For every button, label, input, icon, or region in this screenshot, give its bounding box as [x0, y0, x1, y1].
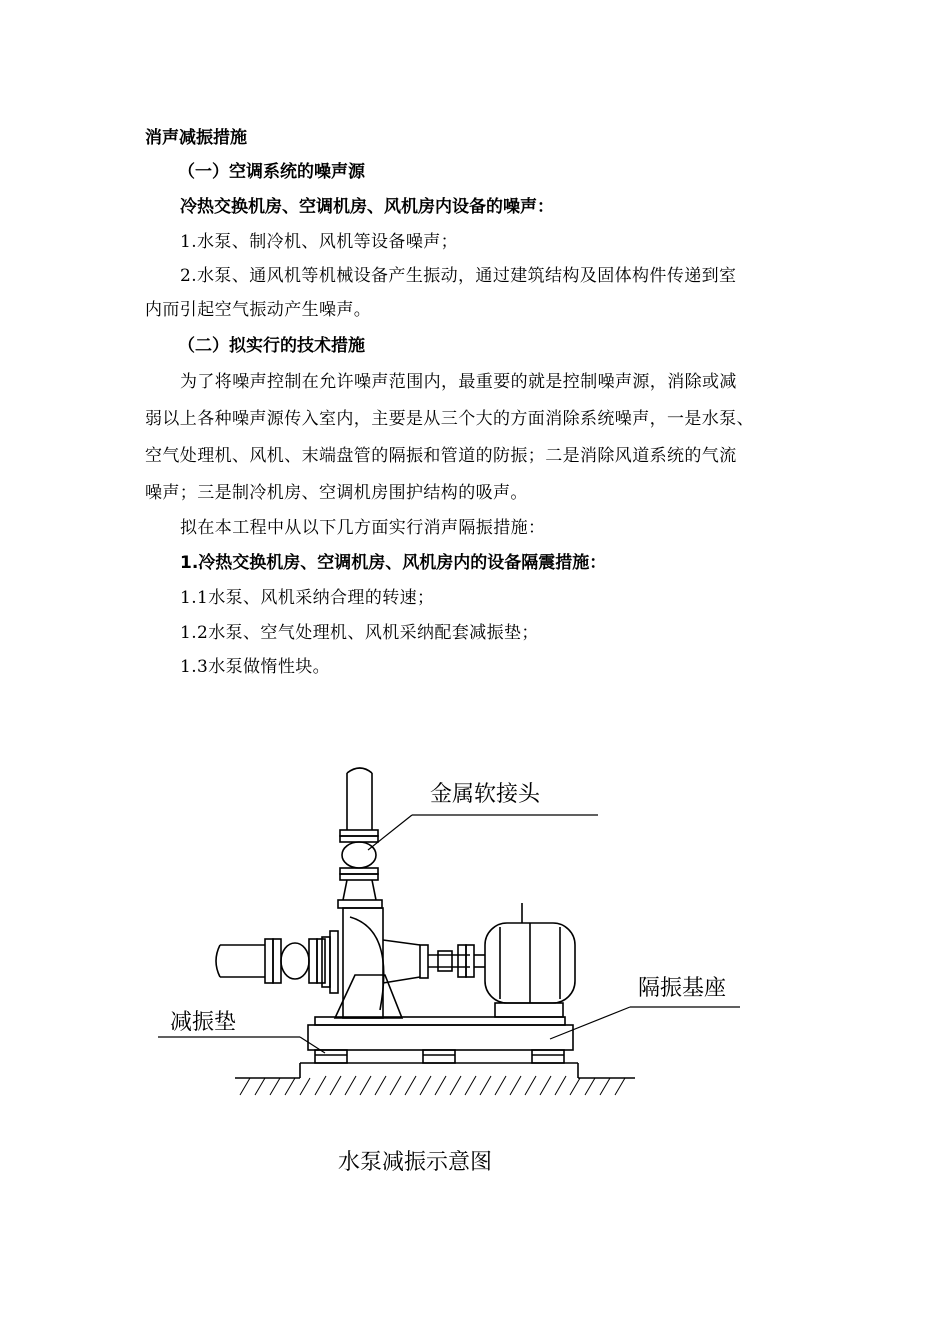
suction-pipe	[216, 939, 325, 983]
measure1-item1: 1.1水泵、风机采纳合理的转速；	[180, 588, 435, 608]
document-heading: 消声减振措施	[145, 128, 247, 148]
section1-item2-line1: 2.水泵、通风机等机械设备产生振动，通过建筑结构及固体构件传递到室	[180, 266, 737, 286]
pump-shaft-coupling	[428, 945, 485, 977]
discharge-pipe	[338, 768, 382, 908]
damping-pads	[315, 1050, 564, 1063]
label-damping-pad: 减振垫	[170, 1010, 237, 1035]
pump-vibration-diagram	[150, 755, 770, 1195]
section2-para1-line2: 弱以上各种噪声源传入室内，主要是从三个大的方面消除系统噪声，一是水泵、	[145, 409, 754, 429]
section1-item2-line2: 内而引起空气振动产生噪声。	[145, 300, 372, 320]
section1-item1: 1.水泵、制冷机、风机等设备噪声；	[180, 232, 459, 252]
figure-caption: 水泵减振示意图	[338, 1150, 493, 1175]
measure1-title: 1.冷热交换机房、空调机房、风机房内的设备隔震措施：	[180, 553, 607, 573]
ground-hatch	[235, 1063, 635, 1095]
section2-para1-line4: 噪声；三是制冷机房、空调机房围护结构的吸声。	[145, 483, 528, 503]
section2-para1-line1: 为了将噪声控制在允许噪声范围内，最重要的就是控制噪声源，消除或减	[180, 372, 737, 392]
isolation-base	[308, 1017, 573, 1050]
measure1-item3: 1.3水泵做惰性块。	[180, 657, 331, 677]
label-metal-joint: 金属软接头	[430, 782, 541, 807]
section1-title: （一）空调系统的噪声源	[178, 162, 365, 182]
section2-para1-line3: 空气处理机、风机、末端盘管的隔振和管道的防振；二是消除风道系统的气流	[145, 446, 737, 466]
measure1-item2: 1.2水泵、空气处理机、风机采纳配套减振垫；	[180, 623, 539, 643]
pump-body	[322, 908, 428, 1018]
section2-para2: 拟在本工程中从以下几方面实行消声隔振措施：	[180, 518, 546, 538]
section2-title: （二）拟实行的技术措施	[178, 336, 365, 356]
motor	[485, 903, 575, 1017]
label-isolation-base: 隔振基座	[638, 976, 727, 1001]
section1-subtitle: 冷热交换机房、空调机房、风机房内设备的噪声：	[180, 197, 554, 217]
